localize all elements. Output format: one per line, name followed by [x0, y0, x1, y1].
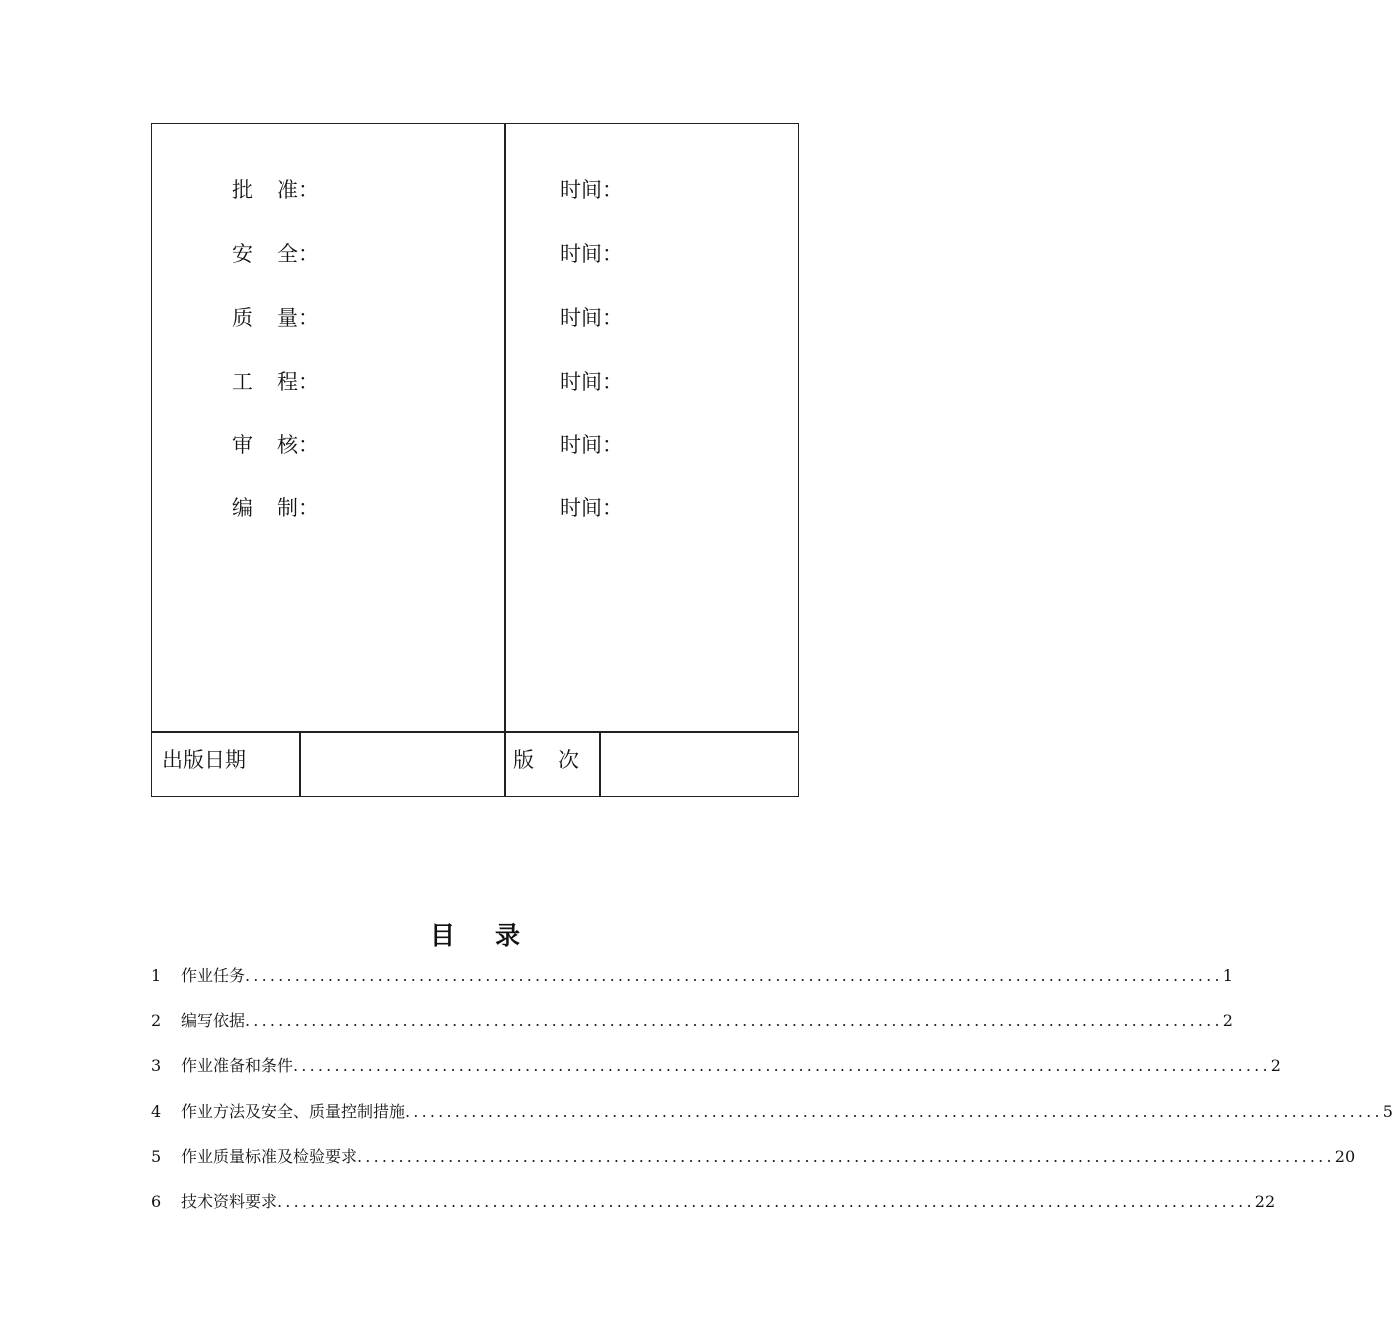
engineering-time-label: 时间： [560, 370, 623, 394]
toc-leader-dots: ...................................................................................................................... [357, 1147, 1335, 1166]
toc-item[interactable] [151, 1189, 1276, 1213]
toc-leader-dots: ...................................................................................................................... [245, 966, 1223, 985]
toc-item[interactable] [151, 1144, 1356, 1168]
toc-item-text: 技术资料要求 [181, 1192, 278, 1211]
toc-item[interactable] [151, 1053, 1281, 1077]
toc-leader-dots: ...................................................................................................................... [405, 1102, 1383, 1121]
toc-title: 目 录 [429, 921, 521, 950]
toc-item-page: 20 [1334, 1147, 1356, 1166]
toc-item[interactable] [151, 963, 1233, 987]
version-label: 版 次 [513, 748, 579, 772]
review-time-label: 时间： [560, 433, 623, 457]
review-label: 审 核： [232, 433, 319, 457]
toc-item-page: 22 [1254, 1192, 1276, 1211]
safety-label: 安 全： [232, 242, 319, 266]
toc-item-page: 2 [1270, 1056, 1281, 1075]
toc-leader-dots: ...................................................................................................................... [245, 1011, 1223, 1030]
column-divider [504, 124, 506, 796]
approve-time-label: 时间： [560, 178, 623, 202]
quality-time-label: 时间： [560, 306, 623, 330]
toc-item[interactable] [151, 1099, 1393, 1123]
toc-leader-dots: ...................................................................................................................... [277, 1192, 1255, 1211]
toc-item-page: 5 [1382, 1102, 1393, 1121]
toc-item[interactable] [151, 1008, 1233, 1032]
toc-item-text: 作业准备和条件 [181, 1056, 294, 1075]
footer-divider [152, 731, 798, 733]
quality-label: 质 量： [232, 306, 319, 330]
toc-item-number: 5 [151, 1147, 162, 1166]
toc-item-text: 作业质量标准及检验要求 [181, 1147, 358, 1166]
toc-leader-dots: ...................................................................................................................... [293, 1056, 1271, 1075]
approval-table [151, 123, 799, 797]
toc-item-number: 1 [151, 966, 162, 985]
toc-item-number: 3 [151, 1056, 162, 1075]
toc-item-number: 4 [151, 1102, 162, 1121]
footer-cell-divider-2 [599, 731, 601, 796]
toc-item-number: 6 [151, 1192, 162, 1211]
toc-item-number: 2 [151, 1011, 162, 1030]
toc-item-text: 编写依据 [181, 1011, 246, 1030]
toc-item-page: 1 [1222, 966, 1233, 985]
compile-label: 编 制： [232, 496, 319, 520]
compile-time-label: 时间： [560, 496, 623, 520]
toc-item-text: 作业任务 [181, 966, 246, 985]
safety-time-label: 时间： [560, 242, 623, 266]
toc-item-text: 作业方法及安全、质量控制措施 [181, 1102, 406, 1121]
engineering-label: 工 程： [232, 370, 319, 394]
toc-item-page: 2 [1222, 1011, 1233, 1030]
publish-date-label: 出版日期 [162, 748, 246, 772]
footer-cell-divider-1 [299, 731, 301, 796]
approve-label: 批 准： [232, 178, 319, 202]
